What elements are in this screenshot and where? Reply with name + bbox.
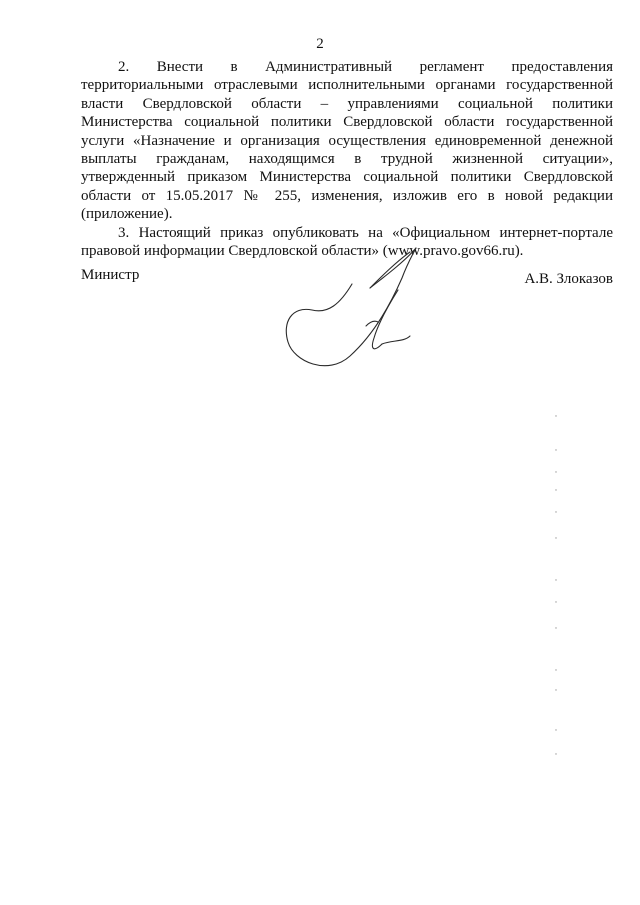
handwritten-signature <box>270 226 430 386</box>
signer-name: А.В. Злоказов <box>524 271 613 287</box>
paragraph-publish-order: 3. Настоящий приказ опубликовать на «Официальном интернет-портале правовой информации Свердловской области» (www.pravo.gov66.ru). <box>81 224 613 260</box>
signer-title: Министр <box>81 267 140 283</box>
paragraph-amend-regulation: 2. Внести в Административный регламент предоставления территориальными отраслевыми исполнительными органами государственной власти Свердловской области – управлениями социальной политики Министерства социальной политики Свердловской области государственной услуги «Назначение и организация осуществления единовременной денежной выплаты гражданам, находящимся в трудной жизненной ситуации», утвержденный приказом Министерства социальной политики Свердловской области от 15.05.2017 № 255, изменения, изложив его в новой редакции (приложение). <box>81 59 613 223</box>
margin-dots <box>553 410 559 770</box>
page-number: 2 <box>316 36 324 52</box>
